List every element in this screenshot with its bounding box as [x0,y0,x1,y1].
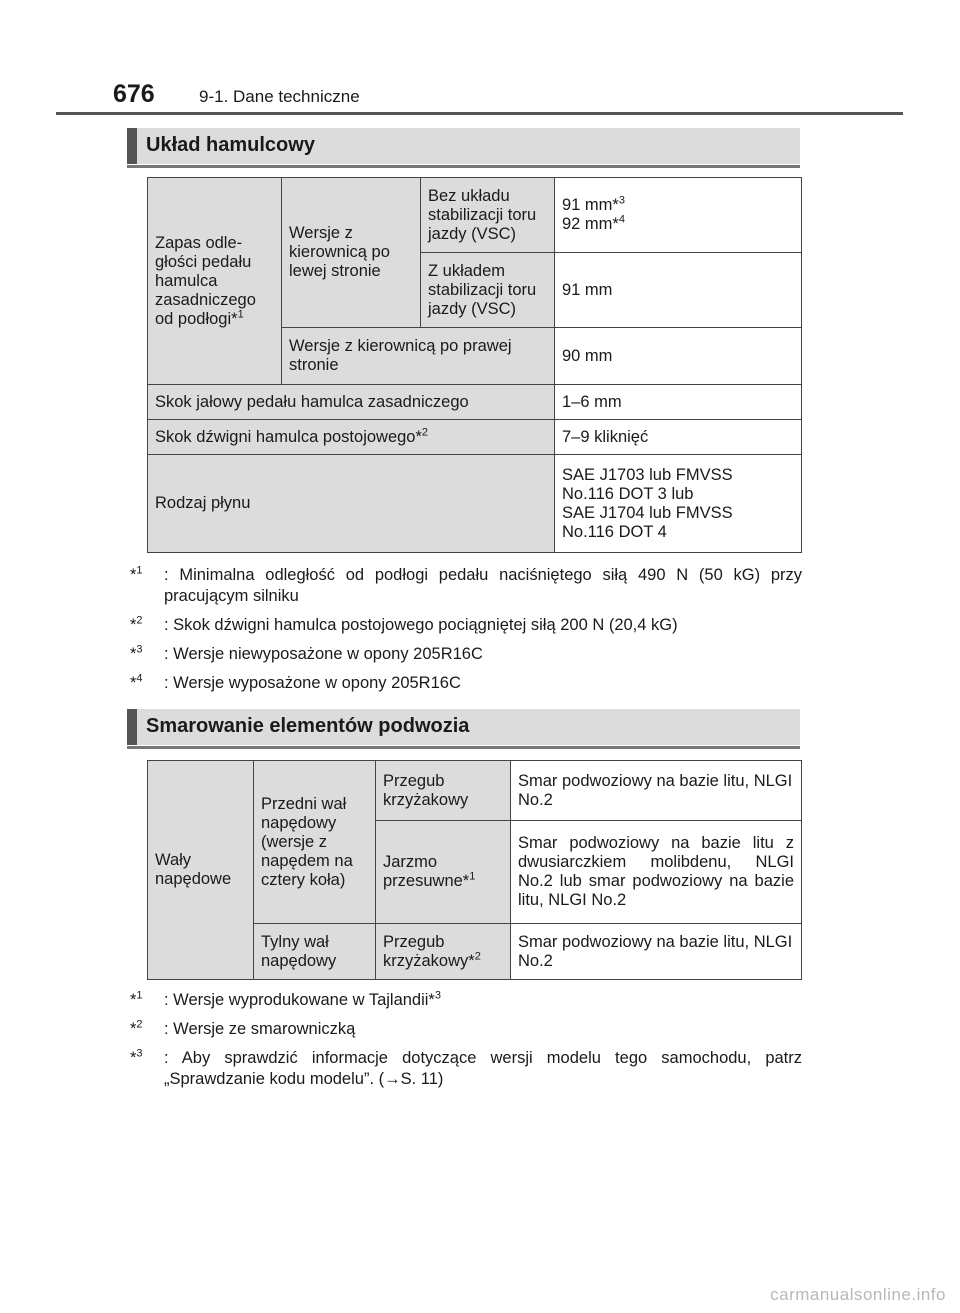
lhd-label: Wersje z kierownicą po lewej stronie [282,178,421,328]
section-title-lubrication: Smarowanie elementów podwozia [146,715,470,737]
rear-ujoint-value: Smar podwoziowy na bazie litu, NLGI No.2 [511,924,802,980]
rhd-value: 90 mm [555,328,802,385]
free-play-value: 1–6 mm [555,385,802,420]
front-shaft-label: Przedni wał napędowy (wersje z napędem na cztery koła) [254,761,376,924]
table-row [148,178,802,253]
no-vsc-label: Bez układu stabilizacji toru jazdy (VSC) [421,178,555,253]
section-heading-lubrication [127,709,800,745]
parking-brake-label: Skok dźwigni hamulca postojowego*$^2$ [148,420,555,455]
section-heading-brakes [127,128,800,164]
footnote: *$^3$ : Wersje niewyposażone w opony 205R16C [130,643,483,663]
fluid-value: SAE J1703 lub FMVSS No.116 DOT 3 lub SAE J1704 lub FMVSS No.116 DOT 4 [555,455,802,553]
footnote: *$^2$ : Wersje ze smarowniczką [130,1018,356,1038]
table-row [148,420,802,455]
table-row [148,761,802,821]
no-vsc-value: 91 mm*$^3$ 92 mm*$^4$ [555,178,802,253]
slip-yoke-value: Smar podwoziowy na bazie litu z dwusiarczkiem molibdenu, NLGI No.2 lub smar podwoziowy na bazie litu, NLGI No.2 [511,821,802,924]
brakes-notes [130,565,802,702]
front-ujoint-value: Smar podwoziowy na bazie litu, NLGI No.2 [511,761,802,821]
fluid-label: Rodzaj płynu [148,455,555,553]
lubrication-notes [130,990,802,1098]
slip-yoke-label: Jarzmo przesuwne*$^1$ [376,821,511,924]
rear-shaft-label: Tylny wał napędowy [254,924,376,980]
section-title-brakes: Układ hamulcowy [146,134,315,156]
footnote: *$^1$ : Wersje wyprodukowane w Tajlandii*$^3$ [130,989,441,1009]
footnote: *$^3$ : Aby sprawdzić informacje dotyczące wersji modelu tego samochodu, patrz „Sprawdzanie kodu modelu”. (→S. 11) [130,1047,802,1088]
free-play-label: Skok jałowy pedału hamulca zasadniczego [148,385,555,420]
lubrication-table [147,760,802,980]
parking-brake-value: 7–9 kliknięć [555,420,802,455]
vsc-label: Z układem stabilizacji toru jazdy (VSC) [421,253,555,328]
chapter-title: 9-1. Dane techniczne [199,87,360,106]
pedal-clearance-label: Zapas odległości pedału hamulca zasadniczego od podłogi*$^1$ [148,178,282,385]
rhd-label: Wersje z kierownicą po prawej stronie [282,328,555,385]
rear-ujoint-label: Przegub krzyżakowy*$^2$ [376,924,511,980]
watermark: carmanualsonline.info [770,1285,946,1304]
footnote: *$^4$ : Wersje wyposażone w opony 205R16C [130,672,461,692]
table-row [148,385,802,420]
brakes-table [147,177,802,553]
page-number: 676 [113,80,155,108]
table-row [148,455,802,553]
shafts-label: Wały napędowe [148,761,254,980]
front-ujoint-label: Przegub krzyżakowy [376,761,511,821]
vsc-value: 91 mm [555,253,802,328]
header-rule [56,112,903,115]
footnote: *$^1$ : Minimalna odległość od podłogi pedału naciśniętego siłą 490 N (50 kG) przy pracującym silniku [130,564,802,605]
footnote: *$^2$ : Skok dźwigni hamulca postojowego pociągniętej siłą 200 N (20,4 kG) [130,614,678,634]
